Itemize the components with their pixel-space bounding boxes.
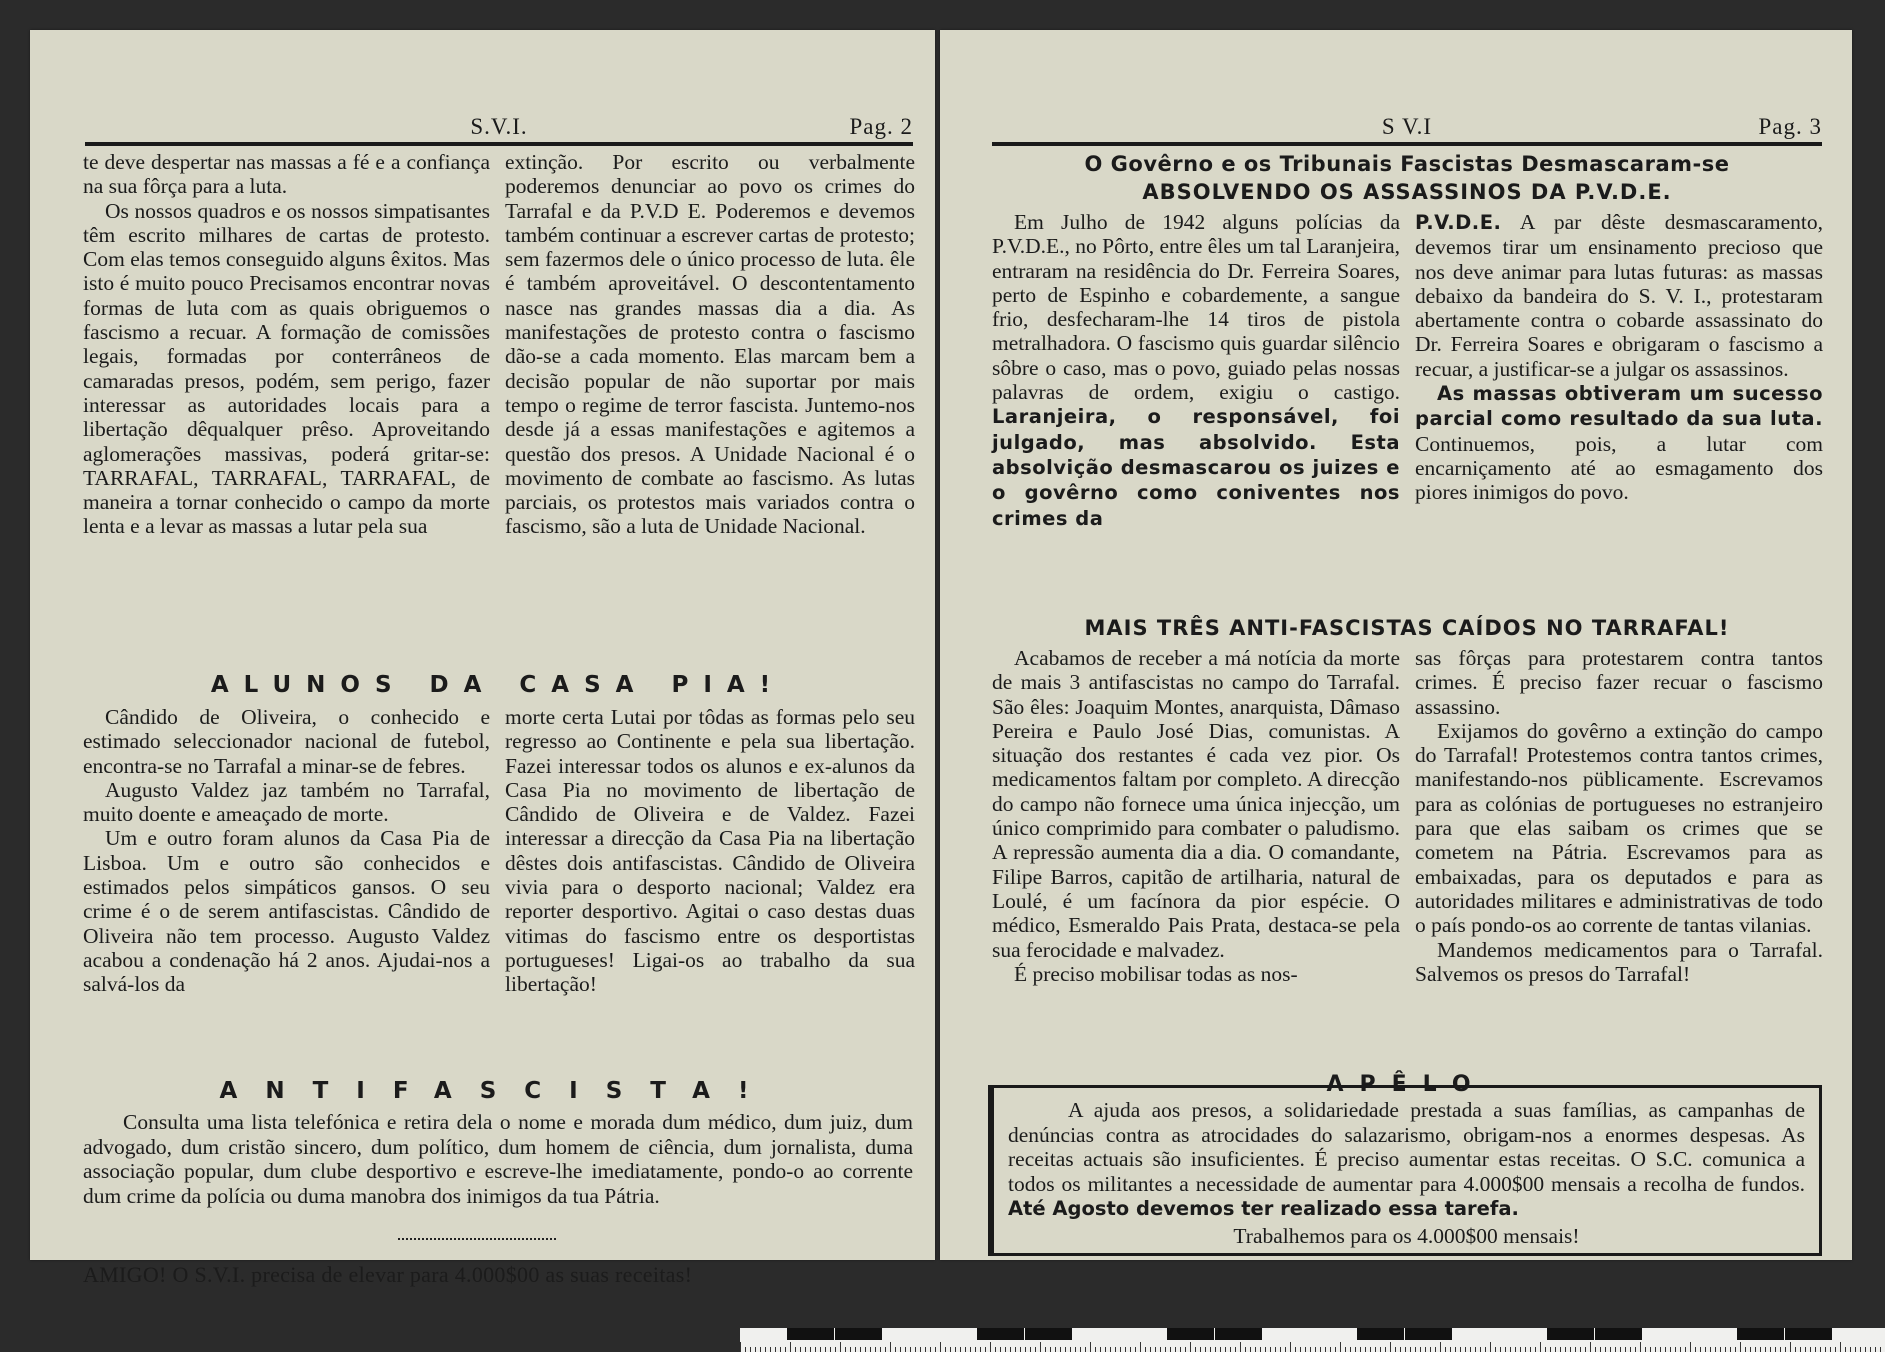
ruler-tick xyxy=(1640,1342,1641,1352)
section-title-casa-pia: ALUNOS DA CASA PIA! xyxy=(210,672,786,698)
header-page-number: Pag. 2 xyxy=(849,114,913,139)
ruler-tick xyxy=(1400,1347,1401,1352)
ruler-tick xyxy=(1540,1342,1541,1352)
ruler-tick xyxy=(1030,1347,1031,1352)
ruler-tick xyxy=(1680,1347,1681,1352)
ruler-tick xyxy=(1585,1347,1586,1352)
ruler-tick xyxy=(825,1347,826,1352)
ruler-tick xyxy=(1240,1342,1241,1352)
header-page-number: Pag. 3 xyxy=(1758,114,1822,139)
ruler-tick xyxy=(1270,1347,1271,1352)
ruler-tick xyxy=(1165,1347,1166,1352)
ruler-tick xyxy=(1310,1347,1311,1352)
ruler-tick xyxy=(1015,1347,1016,1352)
ruler-block xyxy=(1167,1328,1214,1340)
antifascista-body xyxy=(83,1110,913,1208)
ruler-tick xyxy=(970,1347,971,1352)
ruler-tick xyxy=(1710,1347,1711,1352)
text: A ajuda aos presos, a solidariedade prestada a suas famílias, as campanhas de denúncias contra as atrocidades do salazarismo, obrigam-nos a enormes despesas. As receitas actuais são insuficientes. É preciso aumentar estas receitas. O S.C. comunica a todos os militantes a necessidade de aumentar para 4.000$00 mensais a recolha de fundos. xyxy=(1008,1098,1805,1196)
ruler-tick xyxy=(1560,1347,1561,1352)
ruler-tick xyxy=(1430,1347,1431,1352)
ruler-tick xyxy=(1375,1347,1376,1352)
page-header-right xyxy=(992,110,1822,146)
ruler-tick xyxy=(1055,1347,1056,1352)
paragraph xyxy=(1415,210,1823,381)
ruler-tick xyxy=(1545,1347,1546,1352)
ruler-tick xyxy=(1260,1347,1261,1352)
ruler-tick xyxy=(1305,1347,1306,1352)
ruler-tick xyxy=(1525,1347,1526,1352)
ruler-tick xyxy=(1610,1347,1611,1352)
ruler-tick xyxy=(1605,1347,1606,1352)
page-left xyxy=(30,30,935,1287)
ruler-tick xyxy=(755,1347,756,1352)
ruler-tick xyxy=(1155,1347,1156,1352)
ruler-tick xyxy=(790,1342,791,1352)
ruler-tick xyxy=(1835,1347,1836,1352)
ruler-tick xyxy=(895,1347,896,1352)
ruler-tick xyxy=(1280,1347,1281,1352)
ruler-tick xyxy=(1595,1347,1596,1352)
ruler-tick xyxy=(885,1347,886,1352)
ruler-tick xyxy=(1255,1347,1256,1352)
ruler-tick xyxy=(960,1347,961,1352)
ruler-tick xyxy=(1105,1347,1106,1352)
ruler-tick xyxy=(1620,1347,1621,1352)
ruler-tick xyxy=(1840,1342,1841,1352)
paragraph: sas fôrças para protestarem contra tantos crimes. É preciso fazer recuar o fascismo assassino. xyxy=(1415,646,1823,719)
section-title-tarrafal: MAIS TRÊS ANTI-FASCISTAS CAÍDOS NO TARRAFAL! xyxy=(1084,616,1730,640)
text: Em Julho de 1942 alguns polícias da P.V.D.E., no Pôrto, entre êles um tal Laranjeira, entraram na residência do Dr. Ferreira Soares, perto de Espinho e cobardemente, a sangue frio, desfecharam-lhe 14 tiros de pistola metralhadora. O fascismo quis guardar silêncio sôbre o caso, mas o povo, guiado pelas nossas palavras de ordem, exigiu o castigo. xyxy=(992,210,1401,405)
ruler-tick xyxy=(1700,1347,1701,1352)
ruler-tick xyxy=(850,1347,851,1352)
ruler-tick xyxy=(1110,1347,1111,1352)
ruler-tick xyxy=(1385,1347,1386,1352)
ruler-tick xyxy=(1690,1342,1691,1352)
ruler-tick xyxy=(1495,1347,1496,1352)
ruler-tick xyxy=(775,1347,776,1352)
ruler-tick xyxy=(940,1342,941,1352)
ruler-tick xyxy=(1350,1347,1351,1352)
ruler-tick xyxy=(870,1347,871,1352)
ruler-tick xyxy=(1765,1347,1766,1352)
ruler-tick xyxy=(1630,1347,1631,1352)
ruler-tick xyxy=(1005,1347,1006,1352)
ruler-tick xyxy=(1435,1347,1436,1352)
ruler-tick xyxy=(1460,1347,1461,1352)
ruler-tick xyxy=(1000,1347,1001,1352)
ruler-tick xyxy=(900,1347,901,1352)
bold-text: P.V.D.E. xyxy=(1415,211,1502,234)
ruler-tick xyxy=(810,1347,811,1352)
ruler-tick xyxy=(1790,1342,1791,1352)
ruler-block xyxy=(977,1328,1024,1340)
ruler-tick xyxy=(1795,1347,1796,1352)
ruler-block xyxy=(1547,1328,1594,1340)
ruler-tick xyxy=(1080,1347,1081,1352)
ruler-tick xyxy=(795,1347,796,1352)
ruler-tick xyxy=(1745,1347,1746,1352)
paragraph: te deve despertar nas massas a fé e a confiança na sua fôrça para a luta. xyxy=(83,150,490,199)
ruler-tick xyxy=(950,1347,951,1352)
ruler-tick xyxy=(1725,1347,1726,1352)
ruler-tick xyxy=(1845,1347,1846,1352)
ruler-tick xyxy=(1615,1347,1616,1352)
ruler-tick xyxy=(750,1347,751,1352)
paragraph: É preciso mobilisar todas as nos- xyxy=(1014,961,1298,986)
ruler-tick xyxy=(1170,1347,1171,1352)
paragraph xyxy=(1415,381,1823,504)
right-col1-top xyxy=(992,210,1400,600)
ruler-tick xyxy=(1095,1347,1096,1352)
ruler-tick xyxy=(1390,1342,1391,1352)
ruler-tick xyxy=(1505,1347,1506,1352)
paragraph: Mandemos medicamentos para o Tarrafal. Salvemos os presos do Tarrafal! xyxy=(1415,937,1823,986)
ruler-tick xyxy=(1760,1347,1761,1352)
appeal-body xyxy=(1008,1098,1805,1248)
paragraph: Acabamos de receber a má notícia da morte de mais 3 antifascistas no campo do Tarrafal. São êles: Joaquim Montes, anarquista, Dâmaso Pereira e Paulo José Dias, comunistas. A situação dos restantes é cada vez pior. Os medicamentos faltam por completo. A direcção do campo não fornece uma única injecção, um único comprimido para combater o paludismo. A repressão aumenta dia a dia. O comandante, Filipe Barros, capitão de artilharia, natural de Loulé, é um facínora da pior espécie. O médico, Esmeraldo Pais Prata, destaca-se pela sua ferocidade e malvadez. xyxy=(992,646,1400,962)
ruler-tick xyxy=(1770,1347,1771,1352)
ruler-tick xyxy=(785,1347,786,1352)
ruler-tick xyxy=(1475,1347,1476,1352)
ruler-tick xyxy=(1820,1347,1821,1352)
ruler-tick xyxy=(1025,1347,1026,1352)
ruler-tick xyxy=(1705,1347,1706,1352)
paragraph: Exijamos do govêrno a extinção do campo do Tarrafal! Protestemos contra tantos crimes, manifestando-nos püblicamente. Escrevamos para as colónias de portugueses no estranjeiro para que elas saibam os crimes que se cometem na Pátria. Escrevamos para as embaixadas, para os deputados e para as autoridades militares e administrativas de todo o país pondo-os ao corrente de tantas vilanias. xyxy=(1415,718,1823,938)
ruler-tick xyxy=(1555,1347,1556,1352)
bold-text: Até Agosto devemos ter realizado essa tarefa. xyxy=(1008,1197,1519,1220)
ruler-tick xyxy=(1445,1347,1446,1352)
ruler-tick xyxy=(1395,1347,1396,1352)
ruler-block xyxy=(1215,1328,1262,1340)
ruler-tick xyxy=(1340,1342,1341,1352)
ruler-block xyxy=(1405,1328,1452,1340)
appeal-title: APÊLO xyxy=(1326,1072,1487,1097)
paragraph: Consulta uma lista telefónica e retira dela o nome e morada dum médico, dum juiz, dum advogado, dum cristão sincero, dum político, dum homem de ciência, dum jornalista, duma associação popular, dum clube desportivo e escreve-lhe imediatamente, pondo-o ao corrente dum crime da polícia ou duma manobra dos inimigos da tua Pátria. xyxy=(83,1110,913,1208)
paragraph xyxy=(1008,1098,1805,1222)
ruler-tick xyxy=(1295,1347,1296,1352)
paragraph xyxy=(992,210,1400,531)
ruler-tick xyxy=(1160,1347,1161,1352)
ruler-tick xyxy=(1485,1347,1486,1352)
header-title: S.V.I. xyxy=(470,114,528,139)
ruler-tick xyxy=(1035,1347,1036,1352)
ruler-tick xyxy=(1650,1347,1651,1352)
ruler-tick xyxy=(1830,1347,1831,1352)
footer-amigo: AMIGO! O S.V.I. precisa de elevar para 4.000$00 as suas receitas! xyxy=(83,1262,693,1287)
ruler-tick xyxy=(1425,1347,1426,1352)
ruler-tick xyxy=(1670,1347,1671,1352)
ruler-tick xyxy=(1580,1347,1581,1352)
ruler-tick xyxy=(935,1347,936,1352)
ruler-tick xyxy=(1665,1347,1666,1352)
ruler-tick xyxy=(1205,1347,1206,1352)
ruler-tick xyxy=(1755,1347,1756,1352)
ruler-tick xyxy=(815,1347,816,1352)
ruler-tick xyxy=(1785,1347,1786,1352)
ruler-tick xyxy=(1510,1347,1511,1352)
left-col1-mid xyxy=(83,705,490,1060)
ruler-tick xyxy=(780,1347,781,1352)
ruler-tick xyxy=(1185,1347,1186,1352)
ruler-tick xyxy=(1100,1347,1101,1352)
ruler-tick xyxy=(1800,1347,1801,1352)
ruler-tick xyxy=(1455,1347,1456,1352)
ruler-tick xyxy=(1590,1342,1591,1352)
ruler-tick xyxy=(1780,1347,1781,1352)
ruler-tick xyxy=(1355,1347,1356,1352)
ruler-tick xyxy=(1515,1347,1516,1352)
ruler-tick xyxy=(1815,1347,1816,1352)
ruler-tick xyxy=(1530,1347,1531,1352)
ruler-block xyxy=(1737,1328,1784,1340)
ruler-block xyxy=(787,1328,834,1340)
ruler-tick xyxy=(1265,1347,1266,1352)
ruler-tick xyxy=(1600,1347,1601,1352)
ruler-tick xyxy=(1420,1347,1421,1352)
ruler-block xyxy=(1595,1328,1642,1340)
ruler-tick xyxy=(1065,1347,1066,1352)
ruler-tick xyxy=(1275,1347,1276,1352)
ruler-tick xyxy=(1730,1347,1731,1352)
ruler-tick xyxy=(830,1347,831,1352)
ruler-tick xyxy=(1520,1347,1521,1352)
ruler-tick xyxy=(835,1347,836,1352)
ruler-tick xyxy=(910,1347,911,1352)
ruler-tick xyxy=(1450,1347,1451,1352)
ruler-tick xyxy=(1875,1347,1876,1352)
ruler-tick xyxy=(1125,1347,1126,1352)
ruler-tick xyxy=(860,1347,861,1352)
ruler-tick xyxy=(1325,1347,1326,1352)
ruler-tick xyxy=(820,1347,821,1352)
ruler-tick xyxy=(1225,1347,1226,1352)
ruler-tick xyxy=(1850,1347,1851,1352)
page-right xyxy=(940,30,1852,1260)
ruler-tick xyxy=(1470,1347,1471,1352)
ruler-tick xyxy=(1625,1347,1626,1352)
ruler-tick xyxy=(770,1347,771,1352)
ruler-tick xyxy=(1570,1347,1571,1352)
ruler-tick xyxy=(1880,1347,1881,1352)
ruler-tick xyxy=(760,1347,761,1352)
ruler-tick xyxy=(1120,1347,1121,1352)
ruler-tick xyxy=(1085,1347,1086,1352)
ruler-tick xyxy=(1735,1347,1736,1352)
ruler-tick xyxy=(1345,1347,1346,1352)
text: A par dêste desmascaramento, devemos tirar um ensinamento precioso que nos deve animar para lutas futuras: as massas debaixo da bandeira do S. V. I., protestaram abertamente contra o cobarde assassinato do Dr. Ferreira Soares e obrigaram o fascismo a recuar, a justificar-se a julgar os assassinos. xyxy=(1415,210,1823,381)
bold-text: Laranjeira, o responsável, foi julgado, mas absolvido. Esta absolvição desmascarou os juizes e o govêrno como coniventes nos crimes da xyxy=(992,405,1400,530)
ruler-tick xyxy=(880,1347,881,1352)
ruler-tick xyxy=(1335,1347,1336,1352)
right-col2-top xyxy=(1415,210,1823,600)
ruler-tick xyxy=(1660,1347,1661,1352)
ruler-tick xyxy=(845,1347,846,1352)
ruler-tick xyxy=(1695,1347,1696,1352)
left-col2-top xyxy=(505,150,915,658)
ruler-tick xyxy=(1060,1347,1061,1352)
ruler-tick xyxy=(1045,1347,1046,1352)
ruler-tick xyxy=(1320,1347,1321,1352)
ruler-tick xyxy=(1020,1347,1021,1352)
ruler-tick xyxy=(990,1342,991,1352)
ruler-tick xyxy=(1250,1347,1251,1352)
ruler-tick xyxy=(1825,1347,1826,1352)
headline-governo: O Govêrno e os Tribunais Fascistas Desmascaram-se xyxy=(1084,152,1730,176)
ruler-tick xyxy=(1410,1347,1411,1352)
ruler-block xyxy=(1025,1328,1072,1340)
ruler-tick xyxy=(1245,1347,1246,1352)
ruler-tick xyxy=(840,1342,841,1352)
right-col1-mid xyxy=(992,646,1400,1076)
ruler-tick xyxy=(995,1347,996,1352)
ruler-tick xyxy=(1220,1347,1221,1352)
paragraph: extinção. Por escrito ou verbalmente poderemos denunciar ao povo os crimes do Tarrafal e da P.V.D E. Poderemos e devemos também continuar a escrever cartas de protesto; sem fazermos dele o único processo de luta. êle é também aproveitável. O descontentamento nasce nas grandes massas dia a dia. As manifestações de protesto contra o fascismo dão-se a cada momento. Elas marcam bem a decisão popular de não suportar por mais tempo o regime de terror fascista. Juntemo-nos desde já a essas manifestações e agitemos a questão dos presos. A Unidade Nacional é o movimento de combate ao fascismo. As lutas parciais, os protestos mais variados contra o fascismo, são a luta de Unidade Nacional. xyxy=(505,150,915,539)
ruler-tick xyxy=(765,1347,766,1352)
ruler-tick xyxy=(965,1347,966,1352)
ruler-tick xyxy=(1370,1347,1371,1352)
ruler-tick xyxy=(1860,1347,1861,1352)
ruler-tick xyxy=(1550,1347,1551,1352)
headline-absolvendo: ABSOLVENDO OS ASSASSINOS DA P.V.D.E. xyxy=(1142,180,1672,204)
ruler-tick xyxy=(1175,1347,1176,1352)
ruler-tick xyxy=(1775,1347,1776,1352)
ruler-tick xyxy=(1215,1347,1216,1352)
ruler-tick xyxy=(1180,1347,1181,1352)
ruler-block xyxy=(1785,1328,1832,1340)
ruler-tick xyxy=(875,1347,876,1352)
ruler-tick xyxy=(1140,1342,1141,1352)
page-header-left xyxy=(85,110,913,146)
ruler-tick xyxy=(1075,1347,1076,1352)
ruler-tick xyxy=(890,1342,891,1352)
ruler-tick xyxy=(1145,1347,1146,1352)
left-col1-top xyxy=(83,150,490,658)
ruler-tick xyxy=(1330,1347,1331,1352)
text: Continuemos, pois, a lutar com encarniçamento até ao esmagamento dos piores inimigos do povo. xyxy=(1415,431,1823,505)
ruler-tick xyxy=(1235,1347,1236,1352)
ruler-tick xyxy=(1315,1347,1316,1352)
ruler-tick xyxy=(1135,1347,1136,1352)
ruler-tick xyxy=(980,1347,981,1352)
ruler-tick xyxy=(955,1347,956,1352)
ruler-tick xyxy=(1210,1347,1211,1352)
ruler-tick xyxy=(1750,1347,1751,1352)
ruler-tick xyxy=(1810,1347,1811,1352)
ruler-tick xyxy=(1090,1342,1091,1352)
ruler-block xyxy=(835,1328,882,1340)
ruler-tick xyxy=(800,1347,801,1352)
ruler-tick xyxy=(1130,1347,1131,1352)
right-col2-mid xyxy=(1415,646,1823,1076)
ruler-tick xyxy=(1290,1342,1291,1352)
ruler-tick xyxy=(985,1347,986,1352)
ruler-tick xyxy=(1865,1347,1866,1352)
ruler-tick xyxy=(1465,1347,1466,1352)
ruler-tick xyxy=(1115,1347,1116,1352)
ruler-tick xyxy=(1645,1347,1646,1352)
ruler-tick xyxy=(1685,1347,1686,1352)
ruler-tick xyxy=(1635,1347,1636,1352)
ruler-tick xyxy=(865,1347,866,1352)
ruler-tick xyxy=(1575,1347,1576,1352)
ruler-tick xyxy=(1405,1347,1406,1352)
ruler-tick xyxy=(1855,1347,1856,1352)
ruler-tick xyxy=(1010,1347,1011,1352)
appeal-footer: Trabalhemos para os 4.000$00 mensais! xyxy=(1233,1223,1580,1248)
ruler-tick xyxy=(975,1347,976,1352)
ruler-tick xyxy=(1040,1342,1041,1352)
paragraph: Um e outro foram alunos da Casa Pia de Lisboa. Um e outro são conhecidos e estimados pelos simpáticos gansos. O seu crime é o de serem antifascistas. Cândido de Oliveira não tem processo. Augusto Valdez acabou a condenação há 2 anos. Ajudai-nos a salvá-los da xyxy=(83,826,490,997)
bold-text: As massas obtiveram um sucesso parcial como resultado da sua luta. xyxy=(1415,382,1823,431)
ruler-tick xyxy=(1150,1347,1151,1352)
paragraph: Cândido de Oliveira, o conhecido e estimado seleccionador nacional de futebol, encontra-se no Tarrafal a minar-se de febres. xyxy=(83,705,490,778)
ruler-tick xyxy=(1360,1347,1361,1352)
ruler-tick xyxy=(1565,1347,1566,1352)
ruler-tick xyxy=(1490,1342,1491,1352)
ruler-tick xyxy=(920,1347,921,1352)
ruler-tick xyxy=(855,1347,856,1352)
ruler-tick xyxy=(1070,1347,1071,1352)
paragraph: Augusto Valdez jaz também no Tarrafal, muito doente e ameaçado de morte. xyxy=(83,777,490,827)
ruler-tick xyxy=(905,1347,906,1352)
ruler-tick xyxy=(740,1342,741,1352)
ruler-block xyxy=(1357,1328,1404,1340)
dotted-divider xyxy=(398,1238,556,1240)
ruler-tick xyxy=(1870,1347,1871,1352)
ruler-tick xyxy=(1190,1342,1191,1352)
paragraph: Os nossos quadros e os nossos simpatisantes têm escrito milhares de cartas de protesto. Com elas temos conseguido alguns êxitos. Mas isto é muito pouco Precisamos encontrar novas formas de luta com as quais obriguemos o fascismo a recuar. A formação de comissões legais, formadas por conterrâneos de camaradas presos, podém, sem perigo, fazer interessar as autoridades locais para a libertação dêqualquer prêso. Aproveitando aglomerações massivas, poderá gritar-se: TARRAFAL, TARRAFAL, TARRAFAL, de maneira a tornar conhecido o campo da morte lenta e a levar as massas a lutar pela sua xyxy=(83,198,490,539)
ruler-tick xyxy=(1535,1347,1536,1352)
ruler-tick xyxy=(1480,1347,1481,1352)
ruler-tick xyxy=(945,1347,946,1352)
ruler-tick xyxy=(1715,1347,1716,1352)
ruler-tick xyxy=(1230,1347,1231,1352)
ruler-tick xyxy=(925,1347,926,1352)
ruler-tick xyxy=(1285,1347,1286,1352)
ruler-tick xyxy=(1380,1347,1381,1352)
ruler-tick xyxy=(1440,1342,1441,1352)
scale-ruler xyxy=(740,1328,1885,1352)
ruler-tick xyxy=(1805,1347,1806,1352)
ruler-tick xyxy=(1365,1347,1366,1352)
ruler-tick xyxy=(1195,1347,1196,1352)
section-title-antifascista: ANTIFASCISTA! xyxy=(219,1078,777,1104)
ruler-tick xyxy=(915,1347,916,1352)
ruler-tick xyxy=(1720,1347,1721,1352)
ruler-tick xyxy=(1740,1342,1741,1352)
ruler-tick xyxy=(1500,1347,1501,1352)
ruler-tick xyxy=(1050,1347,1051,1352)
header-title: S V.I xyxy=(1381,114,1433,139)
ruler-tick xyxy=(805,1347,806,1352)
ruler-tick xyxy=(930,1347,931,1352)
paragraph: morte certa Lutai por tôdas as formas pelo seu regresso ao Continente e pela sua libertação. Fazei interessar todos os alunos e ex-alunos da Casa Pia no movimento de libertação de Cândido de Oliveira e de Valdez. Fazei interessar a direcção da Casa Pia na libertação dêstes dois antifascistas. Cândido de Oliveira vivia para o desporto nacional; Valdez era reporter desportivo. Agitai o caso destas duas vitimas do fascismo entre os desportistas portugueses! Ligai-os ao trabalho da sua libertação! xyxy=(505,705,915,997)
ruler-tick xyxy=(745,1347,746,1352)
ruler-tick xyxy=(1655,1347,1656,1352)
ruler-tick xyxy=(1200,1347,1201,1352)
ruler-tick xyxy=(1675,1347,1676,1352)
left-col2-mid xyxy=(505,705,915,1060)
ruler-tick xyxy=(1415,1347,1416,1352)
appeal-box xyxy=(988,1072,1822,1256)
ruler-tick xyxy=(1300,1347,1301,1352)
